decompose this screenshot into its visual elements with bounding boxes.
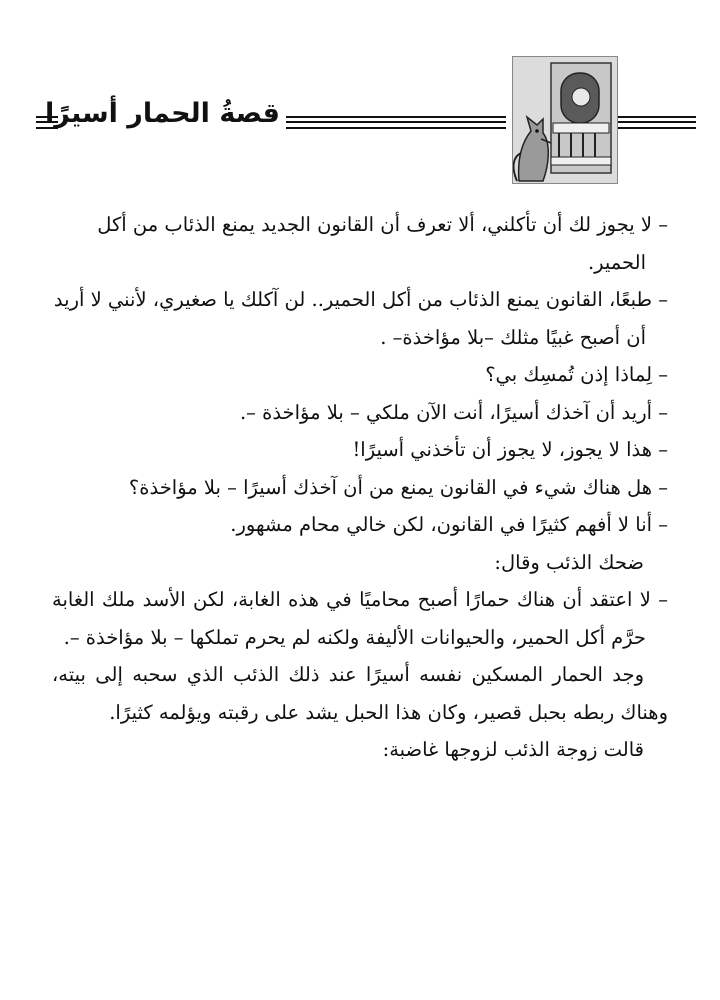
chapter-header (36, 56, 696, 184)
dialogue-line: – أريد أن آخذك أسيرًا، أنت الآن ملكي – بلا مؤاخذة –. (239, 400, 668, 424)
dialogue-line: – طبعًا، القانون يمنع الذئاب من أكل الحمير.. لن آكلك يا صغيري، لأنني لا أريد أن أصبح غبيًا مثلك –بلا مؤاخذة– . (53, 288, 668, 349)
dialogue-line: – هذا لا يجوز، لا يجوز أن تأخذني أسيرًا! (352, 438, 668, 461)
dialogue-line: – لا اعتقد أن هناك حمارًا أصبح محاميًا في هذه الغابة، لكن الأسد ملك الغابة حرَّم أكل الحمير، والحيوانات الأليفة ولكنه لم يحرم تملكها – بلا مؤاخذة –. (52, 588, 668, 649)
dialogue-line: – لا يجوز لك أن تأكلني، ألا تعرف أن القانون الجديد يمنع الذئاب من أكل الحمير. (97, 213, 668, 274)
chapter-title: قصةُ الحمار أسيرًا (45, 98, 280, 129)
dialogue-line: – لِماذا إذن تُمسِك بي؟ (485, 363, 668, 386)
decorative-double-rule-middle (286, 116, 506, 129)
narration-line: ضحك الذئب وقال: (494, 550, 644, 574)
illustration-drawing (513, 57, 617, 183)
decorative-double-rule-right (618, 116, 696, 129)
narration-paragraph: وجد الحمار المسكين نفسه أسيرًا عند ذلك الذئب الذي سحبه إلى بيته، وهناك ربطه بحبل قصير، وكان هذا الحبل يشد على رقبته ويؤلمه كثيرًا. (52, 663, 668, 724)
wolf-at-castle-balcony-illustration (512, 56, 618, 184)
narration-line: قالت زوجة الذئب لزوجها غاضبة: (382, 738, 644, 761)
story-text (52, 206, 668, 769)
dialogue-line: – هل هناك شيء في القانون يمنع من أن آخذك أسيرًا – بلا مؤاخذة؟ (128, 475, 668, 499)
dialogue-line: – أنا لا أفهم كثيرًا في القانون، لكن خالي محام مشهور. (230, 513, 668, 536)
